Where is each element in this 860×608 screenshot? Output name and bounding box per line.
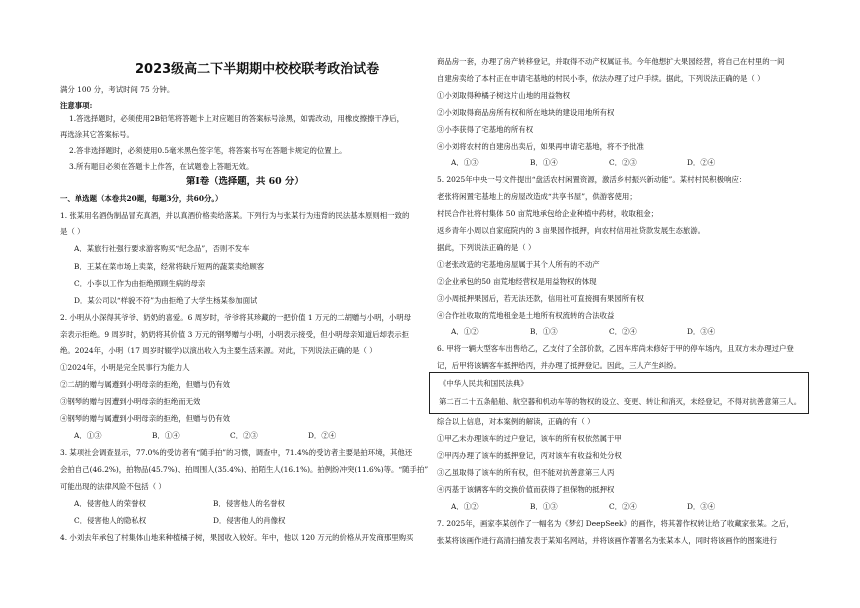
question-text: 1. 张某用名酒伪制品冒充真酒，并以真酒价格卖给落某。下列行为与张某行为违背的民法基本原则相一致的 [60,211,410,220]
notice-line: 2.答非选择题时，必须使用0.5毫米黑色签字笔，将答案书写在答题卡规定的位置上。 [69,146,347,155]
option-text: A．某旅行社强行要求游客购买“纪念品”，否则不发车 [74,244,250,253]
statement-text: ④合作社收取的荒地租金是土地所有权流转的合法收益 [437,311,615,320]
statement-text: ④丙基于该辆客车的交换价值而获得了担保物的抵押权 [437,485,615,494]
law-box-text: 第二百二十五条船舶、航空器和机动车等的物权的设立、变更、转让和消灭，未经登记，不得对抗善意第三人。 [439,397,802,406]
option-text: C．②④ [609,327,637,336]
option-text: D．侵害他人的肖像权 [213,516,286,525]
option-text: B．①③ [530,327,558,336]
statement-text: ②小刘取得商品房所有权和所在地块的建设用地所有权 [437,108,615,117]
option-text: C．②③ [609,158,637,167]
section-heading: 一、单选题（本卷共20题，每题3分，共60分。） [60,194,223,203]
statement-text: ④小刘将农村的自建房出卖后，如果再申请宅基地，将不予批准 [437,142,644,151]
statement-text: ②二胡的赠与属遵到小明母亲的拒绝，但赠与仍有效 [60,380,230,389]
page-title: 2023级高二下半期期中校校联考政治试卷 [135,62,380,77]
question-text: 3. 某项社会调查显示，77.0%的受访者有“随手拍”的习惯，调查中，71.4%的受访者主要是拍环境，其他还 [60,448,413,457]
statement-text: ③钢琴的赠与因遭到小明母亲的拒绝而无效 [60,397,201,406]
question-text: 据此，下列说法正确的是（ ） [437,243,536,252]
option-text: D．③④ [687,502,716,511]
notice-line: 再选涂其它答案标号。 [60,130,134,139]
question-text: 自建房卖给了本村正在申请宅基地的村民小李，依法办理了过户手续。据此，下列说法正确的是（ ） [437,74,765,83]
question-text: 是（ ） [60,227,85,236]
question-text: 亲表示拒绝。9 周岁时，奶奶将其价值 3 万元的钢琴赠与小明，小明表示接受，但小明母亲知道后却表示拒 [60,330,410,339]
statement-text: ④钢琴的赠与属遭到小明母亲的拒绝，但赠与仍有效 [60,414,230,423]
statement-text: ①2024年，小明是完全民事行为能力人 [60,363,190,372]
option-text: D．③④ [687,327,716,336]
question-text: 4. 小刘去年承包了村集体山地来种植橘子树，果园收入较好。年中，他以 120 万元的价格从开发商那里购买 [60,533,414,542]
option-text: D．某公司以“样貌不符”为由拒绝了大学生杨某参加面试 [74,296,258,305]
law-quote-box [429,372,809,414]
option-text: B．王某在菜市场上卖菜，经常将缺斤短两的蔬菜卖给顾客 [74,262,265,271]
statement-text: ②企业承包的50 亩荒地经营权是用益物权的体现 [437,277,597,286]
option-text: C．侵害他人的隐私权 [74,516,147,525]
question-text: 综合以上信息，对本案例的解读，正确的有（ ） [437,417,595,426]
option-text: A．①② [451,327,479,336]
option-text: B．①④ [152,431,180,440]
question-text: 7. 2025年，画家李某创作了一幅名为《梦幻 DeepSeek》的画作，将其著作权转让给了收藏家张某。之后， [437,519,794,528]
statement-text: ①老张改造的宅基地房屋属于其个人所有的不动产 [437,260,600,269]
option-text: D．②④ [687,158,716,167]
question-text: 老张将闲置宅基地上的房屋改造成“共享书屋”，供游客使用； [437,192,637,201]
question-text: 可能出现的法律风险不包括（ ） [60,482,166,491]
option-text: C．②④ [609,502,637,511]
statement-text: ②甲丙办理了该车的抵押登记，丙对该车有收益和处分权 [437,451,622,460]
notice-line: 3.所有题目必须在答题卡上作答，在试题卷上答题无效。 [69,162,254,171]
question-text: 绝。2024年，小明（17 周岁时辍学)以演出收入为主要生活来源。对此，下列说法正确的是（ ） [60,346,377,355]
option-text: A．①③ [74,431,102,440]
question-text: 5. 2025年中央一号文件提出“盘活农村闲置资源，激活乡村振兴新动能”。某村村民积极响应： [437,175,747,184]
question-text: 会拍自己(46.2%)，拍物品(45.7%)、拍周围人(35.4%)、拍陌生人(16.1%)。拍例纷冲突(11.6%)等。“随手拍” [60,465,429,474]
question-text: 2. 小明从小深得其爷爷、奶奶的喜爱。6 周岁时，爷爷将其珍藏的一把价值 1 万元的二胡赠与小明，小明母 [60,313,412,322]
statement-text: ③小周抵押果园后，若无法还款，信用社可直接拥有果园所有权 [437,294,644,303]
notice-line: 1.答选择题时，必须使用2B铅笔将答题卡上对应题目的答案标号涂黑，如需改动，用橡皮擦擦干净后， [69,114,404,123]
option-text: C．小李以工作为由拒绝照顾生病的母亲 [74,279,206,288]
option-text: B．侵害他人的名誉权 [213,499,285,508]
law-box-title: 《中华人民共和国民法典》 [439,379,528,388]
statement-text: ③小李获得了宅基地的所有权 [437,125,534,134]
option-text: A．侵害他人的荣誉权 [74,499,146,508]
question-text: 记，后甲将该辆客车抵押给丙，并办理了抵押登记。因此，三人产生纠纷。 [437,361,681,370]
statement-text: ①甲乙未办理该车的过户登记，该车的所有权依然属于甲 [437,434,622,443]
question-text: 村民合作社将村集体 50 亩荒地承包给企业种植中药材，收取租金； [437,209,659,218]
exam-meta: 满分 100 分，考试时间 75 分钟。 [60,85,175,94]
option-text: A．①③ [451,158,479,167]
question-text: 返乡青年小周以自家庭院内的 3 亩果园作抵押，向农村信用社贷款发展生态旅游。 [437,226,706,235]
statement-text: ③乙虽取得了该车的所有权，但不能对抗善意第三人丙 [437,468,615,477]
option-text: D．②④ [308,431,337,440]
part-heading: 第Ⅰ卷（选择题，共 60 分） [186,176,304,187]
question-text: 商品房一套，办理了房产转移登记，并取得不动产权属证书。今年他想扩大果园经营，将自己在村里的一间 [437,57,785,66]
statement-text: ①小刘取得种橘子树这片山地的用益物权 [437,91,571,100]
notice-heading: 注意事项: [60,101,93,110]
question-text: 6. 甲将一辆大型客车出售给乙，乙支付了全部价款，乙因车库尚未修好于甲的停车场内，且双方未办理过户登 [437,344,794,353]
option-text: C．②③ [230,431,258,440]
option-text: A．①② [451,502,479,511]
question-text: 张某将该画作进行高清扫描发表于某知名网站，并将该画作著署名为张某本人，同时将该画作的图案进行 [437,536,777,545]
option-text: B．①④ [530,158,558,167]
option-text: B．①③ [530,502,558,511]
